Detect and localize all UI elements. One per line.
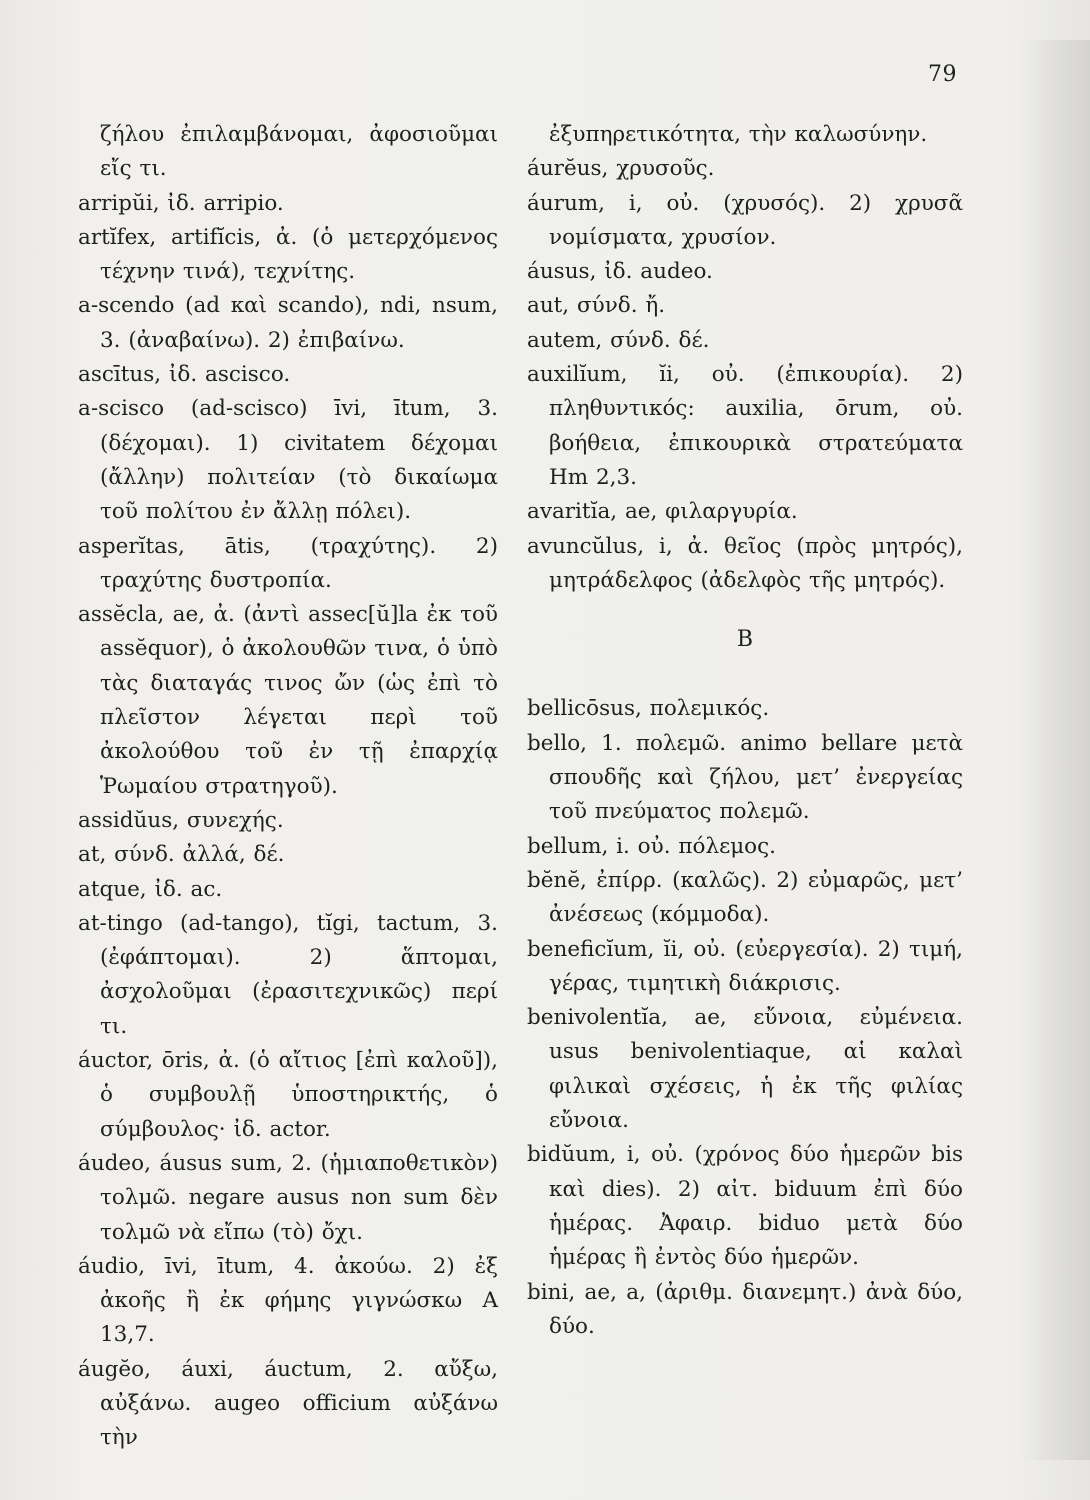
dictionary-entry: atque, ἰδ. ac. — [78, 876, 223, 902]
dictionary-entry: beneficĭum, ĭi, οὐ. (εὐεργεσία). 2) τιμή, γέρας, τιμητικὴ διάκρισις. — [527, 936, 963, 996]
dictionary-entry-continuation: ἐξυπηρετικότητα, τὴν καλωσύνην. — [549, 122, 928, 147]
dictionary-entry: bello, 1. πολεμῶ. animo bellare μετὰ σπουδῆς καὶ ζήλου, μετ’ ἐνεργείας τοῦ πνεύματος πολεμῶ. — [527, 730, 963, 825]
dictionary-entry: áusus, ἰδ. audeo. — [527, 259, 713, 285]
dictionary-entry: avaritĭa, ae, φιλαργυρία. — [527, 499, 798, 525]
dictionary-entry: assidŭus, συνεχής. — [78, 807, 284, 833]
dictionary-entry: arripŭi, ἰδ. arripio. — [78, 190, 284, 216]
dictionary-entry: bini, ae, a, (ἀριθμ. διανεμητ.) ἀνὰ δύο, δύο. — [527, 1279, 963, 1339]
dictionary-entry-continuation: ζήλου ἐπιλαμβάνομαι, ἀφοσιοῦμαι εἴς τι. — [100, 122, 498, 182]
dictionary-entry: asperĭtas, ātis, (τραχύτης). 2) τραχύτης δυστροπία. — [78, 533, 498, 593]
dictionary-entry: autem, σύνδ. δέ. — [527, 327, 710, 353]
right-column — [527, 118, 963, 1344]
dictionary-entry: bidŭum, i, οὐ. (χρόνος δύο ἡμερῶν bis καὶ dies). 2) αἰτ. biduum ἐπὶ δύο ἡμέρας. Ἀφαιρ. biduo μετὰ δύο ἡμέρας ἢ ἐντὸς δύο ἡμερῶν. — [527, 1142, 963, 1271]
dictionary-entry: bellum, i. οὐ. πόλεμος. — [527, 833, 777, 859]
dictionary-entry: benivolentĭa, ae, εὔνοια, εὐμένεια. usus benivolentiaque, αἱ καλαὶ φιλικαὶ σχέσεις, ἡ ἐκ τῆς φιλίας εὔνοια. — [527, 1005, 963, 1134]
dictionary-entry: bĕnĕ, ἐπίρρ. (καλῶς). 2) εὐμαρῶς, μετ’ ἀνέσεως (κόμμοδα). — [527, 867, 963, 928]
dictionary-entry: aut, σύνδ. ἤ. — [527, 293, 666, 319]
dictionary-entry: áugĕo, áuxi, áuctum, 2. αὔξω, αὐξάνω. augeo officium αὐξάνω τὴν — [78, 1356, 498, 1451]
dictionary-entry: a-scisco (ad-scisco) īvi, ītum, 3. (δέχομαι). 1) civitatem δέχομαι (ἄλλην) πολιτείαν (τὸ δικαίωμα τοῦ πολίτου ἐν ἄλλῃ πόλει). — [78, 396, 498, 525]
letter-section-heading: B — [736, 627, 754, 653]
dictionary-entry: áurĕus, χρυσοῦς. — [527, 156, 715, 182]
dictionary-entry: at, σύνδ. ἀλλά, δέ. — [78, 842, 285, 868]
left-column — [78, 118, 498, 1456]
page-number: 79 — [928, 62, 957, 87]
dictionary-entry: a-scendo (ad καὶ scando), ndi, nsum, 3. (ἀναβαίνω). 2) ἐπιβαίνω. — [78, 293, 498, 353]
dictionary-entry: áurum, i, οὐ. (χρυσός). 2) χρυσᾶ νομίσματα, χρυσίον. — [527, 190, 963, 250]
page-edge-shadow — [1020, 40, 1090, 1460]
dictionary-entry: at-tingo (ad-tango), tĭgi, tactum, 3. (ἐφάπτομαι). 2) ἅπτομαι, ἀσχολοῦμαι (ἐρασιτεχνικῶς) περί τι. — [78, 910, 498, 1039]
dictionary-entry: ascītus, ἰδ. ascisco. — [78, 362, 291, 388]
dictionary-entry: áudeo, áusus sum, 2. (ἡμιαποθετικὸν) τολμῶ. negare ausus non sum δὲν τολμῶ νὰ εἴπω (τὸ) ὄχι. — [78, 1150, 498, 1245]
dictionary-entry: bellicōsus, πολεμικός. — [527, 696, 770, 722]
dictionary-entry: artĭfex, artifĭcis, ἀ. (ὁ μετερχόμενος τέχνην τινά), τεχνίτης. — [78, 224, 498, 285]
dictionary-entry: auxilĭum, ĭi, οὐ. (ἐπικουρία). 2) πληθυντικός: auxilia, ōrum, οὐ. βοήθεια, ἐπικουρικὰ στρατεύματα Hm 2,3. — [527, 362, 963, 490]
dictionary-entry: áudio, īvi, ītum, 4. ἀκούω. 2) ἐξ ἀκοῆς ἢ ἐκ φήμης γιγνώσκω A 13,7. — [78, 1253, 498, 1348]
dictionary-entry: avuncŭlus, i, ἀ. θεῖος (πρὸς μητρός), μητράδελφος (ἀδελφὸς τῆς μητρός). — [527, 533, 963, 593]
dictionary-entry: áuctor, ōris, ἀ. (ὁ αἴτιος [ἐπὶ καλοῦ]), ὁ συμβουλῇ ὑποστηρικτής, ὁ σύμβουλος· ἰδ. actor. — [78, 1048, 498, 1142]
dictionary-entry: assĕcla, ae, ἀ. (ἀντὶ assec[ŭ]la ἐκ τοῦ assĕquor), ὁ ἀκολουθῶν τινα, ὁ ὑπὸ τὰς διαταγάς τινος ὤν (ὡς ἐπὶ τὸ πλεῖστον λέγεται περὶ τοῦ ἀκολούθου τοῦ ἐν τῇ ἐπαρχίᾳ Ῥωμαίου στρατηγοῦ). — [78, 602, 498, 799]
